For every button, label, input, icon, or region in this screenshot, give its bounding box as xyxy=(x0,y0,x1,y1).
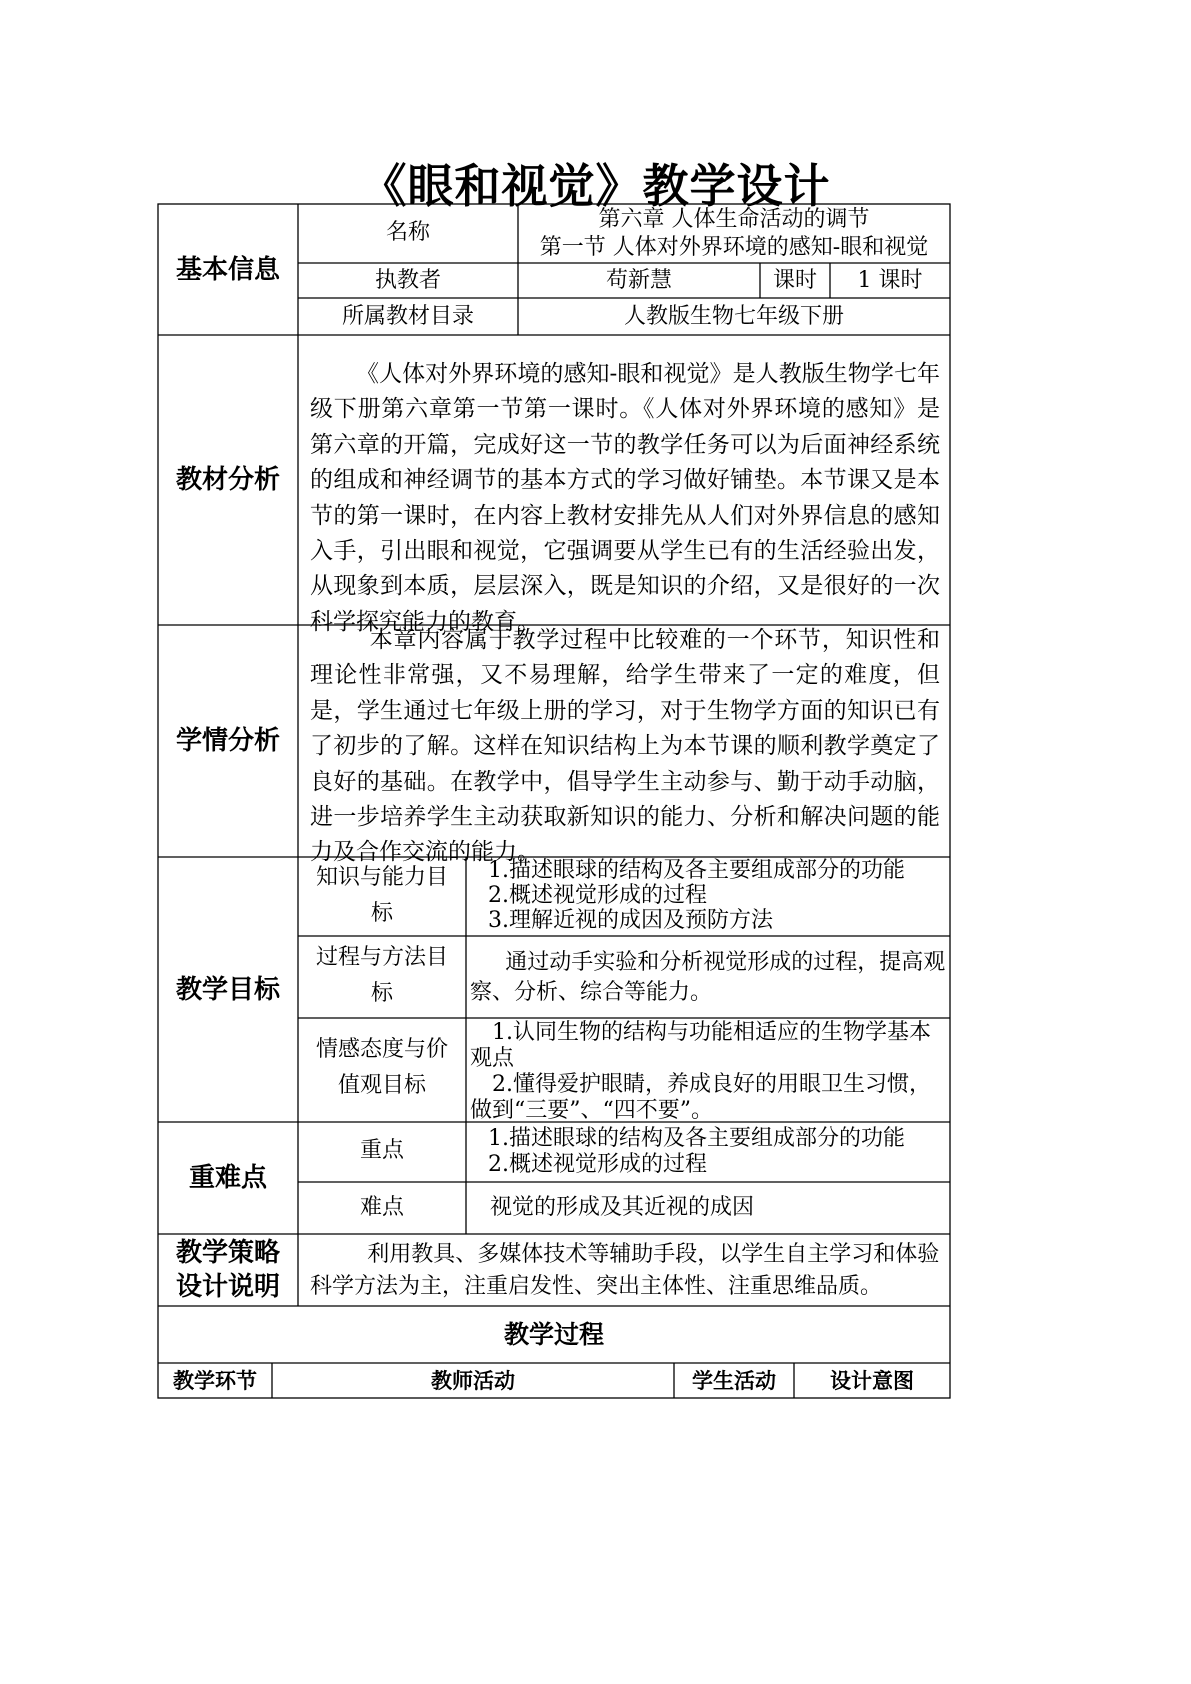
teacher-value: 苟新慧 xyxy=(605,268,672,293)
strategy-header-line-1: 教学策略 xyxy=(175,1238,280,1268)
emotion-label-line-2: 值观目标 xyxy=(337,1073,426,1098)
emotion-item: 做到“三要”、“四不要”。 xyxy=(470,1098,713,1123)
process-text: 通过动手实验和分析视觉形成的过程，提高观察、分析、综合等能力。 xyxy=(470,950,946,1005)
emotion-item: 观点 xyxy=(470,1046,515,1071)
emotion-items xyxy=(466,1016,950,1122)
emotion-item: 2.懂得爱护眼睛，养成良好的用眼卫生习惯， xyxy=(492,1072,931,1097)
name-value-line-1: 第六章 人体生命活动的调节 xyxy=(598,207,870,232)
name-value xyxy=(518,204,950,264)
knowledge-items xyxy=(466,855,950,934)
strategy-header-line-2: 设计说明 xyxy=(175,1272,280,1302)
textbook-analysis-header: 教材分析 xyxy=(175,465,280,495)
knowledge-label-line-2: 标 xyxy=(370,901,393,926)
student-analysis-header: 学情分析 xyxy=(175,726,280,756)
knowledge-item: 3.理解近视的成因及预防方法 xyxy=(488,908,773,933)
emotion-label-line-1: 情感态度与价 xyxy=(315,1037,448,1062)
period-label: 课时 xyxy=(772,268,817,293)
difficult-text: 视觉的形成及其近视的成因 xyxy=(490,1195,755,1220)
textbook-value: 人教版生物七年级下册 xyxy=(623,304,844,329)
textbook-analysis-text: 《人体对外界环境的感知-眼和视觉》是人教版生物学七年级下册第六章第一节第一课时。《人体对外界环境的感知》是第六章的开篇，完成好这一节的教学任务可以为后面神经系统的组成和神经调节的基本方式的学习做好铺垫。本节课又是本节的第一课时，在内容上教材安排先从人们对外界信息的感知入手，引出眼和视觉，它强调要从学生已有的生活经验出发，从现象到本质，层层深入，既是知识的介绍，又是很好的一次科学探究能力的教育。 xyxy=(310,361,940,635)
column-header-stage: 教学环节 xyxy=(173,1368,257,1393)
knowledge-label xyxy=(298,860,466,932)
key-item: 2.概述视觉形成的过程 xyxy=(488,1152,707,1177)
key-points-header: 重难点 xyxy=(188,1163,267,1193)
strategy-header xyxy=(158,1234,298,1306)
objectives-header: 教学目标 xyxy=(175,974,280,1005)
column-header-design-intent: 设计意图 xyxy=(830,1368,914,1393)
key-label: 重点 xyxy=(359,1137,404,1163)
name-label: 名称 xyxy=(385,219,430,245)
emotion-item: 1.认同生物的结构与功能相适应的生物学基本 xyxy=(492,1020,931,1045)
name-value-line-2: 第一节 人体对外界环境的感知-眼和视觉 xyxy=(539,235,929,260)
key-item: 1.描述眼球的结构及各主要组成部分的功能 xyxy=(488,1126,905,1151)
emotion-label xyxy=(298,1032,466,1106)
process-label-line-1: 过程与方法目 xyxy=(315,945,448,970)
knowledge-item: 2.概述视觉形成的过程 xyxy=(488,883,707,908)
textbook-label: 所属教材目录 xyxy=(341,304,474,329)
difficult-label: 难点 xyxy=(359,1194,404,1220)
basic-info-header: 基本信息 xyxy=(175,254,280,285)
knowledge-item: 1.描述眼球的结构及各主要组成部分的功能 xyxy=(488,858,905,883)
knowledge-label-line-1: 知识与能力目 xyxy=(315,865,448,890)
column-header-teacher-activity: 教师活动 xyxy=(431,1368,515,1393)
process-label-line-2: 标 xyxy=(370,981,393,1006)
period-value: 1 课时 xyxy=(857,268,923,293)
strategy-text: 利用教具、多媒体技术等辅助手段，以学生自主学习和体验科学方法为主，注重启发性、突出主体性、注重思维品质。 xyxy=(310,1242,940,1299)
teacher-label: 执教者 xyxy=(374,268,441,293)
page-title: 《眼和视觉》教学设计 xyxy=(360,159,831,213)
key-items xyxy=(466,1122,950,1182)
process-header: 教学过程 xyxy=(503,1319,604,1349)
process-label xyxy=(298,940,466,1014)
student-analysis-text: 本章内容属于教学过程中比较难的一个环节，知识性和理论性非常强，又不易理解，给学生带来了一定的难度，但是，学生通过七年级上册的学习，对于生物学方面的知识已有了初步的了解。这样在知识结构上为本节课的顺利教学奠定了良好的基础。在教学中，倡导学生主动参与、勤于动手动脑，进一步培养学生主动获取新知识的能力、分析和解决问题的能力及合作交流的能力。 xyxy=(310,627,940,866)
column-header-student-activity: 学生活动 xyxy=(692,1368,776,1393)
